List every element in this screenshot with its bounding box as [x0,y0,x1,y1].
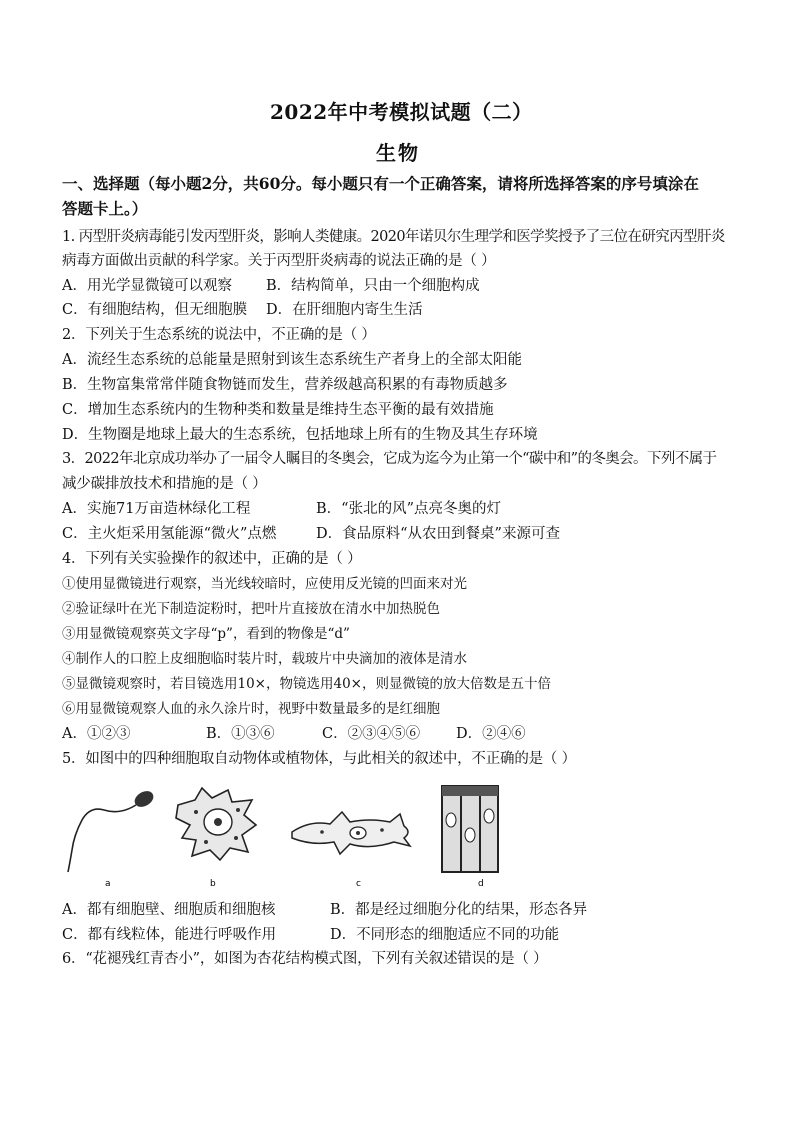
question-2-option-b: B．生物富集常常伴随食物链而发生，营养级越高积累的有毒物质越多 [62,377,508,393]
question-4-option-c: C．②③④⑤⑥ [322,726,421,742]
question-4-option-d: D．②④⑥ [456,726,526,742]
bone-cell-illustration [176,788,256,860]
elongated-cell-illustration [292,812,410,854]
question-5-option-d: D．不同形态的细胞适应不同的功能 [330,927,560,943]
question-1-option-c: C．有细胞结构，但无细胞膜 [62,302,248,318]
question-4-option-a: A．①②③ [62,726,131,742]
exam-title: 2022年中考模拟试题（二） [270,100,533,124]
question-2-option-d: D．生物圈是地球上最大的生态系统，包括地球上所有的生物及其生存环境 [62,427,538,443]
question-6-stem: 6．“花褪残红青杏小”，如图为杏花结构模式图，下列有关叙述错误的是（ ） [62,951,548,967]
question-5-option-a: A．都有细胞壁、细胞质和细胞核 [62,902,276,918]
figure-label-b: b [210,879,216,889]
question-2-option-a: A．流经生态系统的总能量是照射到该生态系统生产者身上的全部太阳能 [62,352,522,368]
question-4-statement-3: ③用显微镜观察英文字母“p”，看到的物像是“d” [62,626,350,642]
question-4-statement-4: ④制作人的口腔上皮细胞临时装片时，载玻片中央滴加的液体是清水 [62,651,467,667]
question-5-option-b: B．都是经过细胞分化的结果，形态各异 [330,902,588,918]
subject-title: 生物 [376,141,420,165]
question-3-option-a: A．实施71万亩造林绿化工程 [62,501,251,517]
question-1-option-b: B．结构简单，只由一个细胞构成 [266,278,480,294]
question-3-stem-line1: 3．2022年北京成功举办了一届令人瞩目的冬奥会，它成为迄今为止第一个“碳中和”的冬奥会。下列不属于 [62,451,717,467]
question-3-option-c: C．主火炬采用氢能源“微火”点燃 [62,526,277,542]
question-4-statement-5: ⑤显微镜观察时，若目镜选用10×，物镜选用40×，则显微镜的放大倍数是五十倍 [62,676,551,692]
sperm-cell-illustration [68,788,156,872]
question-4-statement-6: ⑥用显微镜观察人血的永久涂片时，视野中数量最多的是红细胞 [62,701,440,717]
question-1-option-d: D．在肝细胞内寄生生活 [266,302,423,318]
question-1-stem-line2: 病毒方面做出贡献的科学家。关于丙型肝炎病毒的说法正确的是（ ） [62,253,496,269]
question-1-option-a: A．用光学显微镜可以观察 [62,278,232,294]
cell-figure [60,780,520,890]
plant-cells-illustration [442,786,498,872]
question-3-option-b: B．“张北的风”点亮冬奥的灯 [316,501,501,517]
question-2-option-c: C．增加生态系统内的生物种类和数量是维持生态平衡的最有效措施 [62,402,494,418]
question-4-option-b: B．①③⑥ [206,726,275,742]
section-heading-line2: 答题卡上。） [62,199,148,218]
question-1-stem-line1: 1. 丙型肝炎病毒能引发丙型肝炎，影响人类健康。2020年诺贝尔生理学和医学奖授予了三位在研究丙型肝炎 [62,229,725,245]
question-4-statement-2: ②验证绿叶在光下制造淀粉时，把叶片直接放在清水中加热脱色 [62,601,440,617]
question-3-option-d: D．食品原料“从农田到餐桌”来源可查 [316,526,560,542]
question-4-statement-1: ①使用显微镜进行观察，当光线较暗时，应使用反光镜的凹面来对光 [62,576,467,592]
figure-label-d: d [478,879,484,889]
section-heading-line1: 一、选择题（每小题2分，共60分。每小题只有一个正确答案，请将所选择答案的序号填涂在 [62,174,699,193]
question-2-stem: 2．下列关于生态系统的说法中，不正确的是（ ） [62,327,376,343]
figure-label-a: a [105,879,111,889]
question-3-stem-line2: 减少碳排放技术和措施的是（ ） [62,476,267,492]
question-5-stem: 5．如图中的四种细胞取自动物体或植物体，与此相关的叙述中，不正确的是（ ） [62,751,576,767]
question-4-stem: 4．下列有关实验操作的叙述中，正确的是（ ） [62,551,362,567]
figure-label-c: c [356,879,361,889]
question-5-option-c: C．都有线粒体，能进行呼吸作用 [62,927,277,943]
